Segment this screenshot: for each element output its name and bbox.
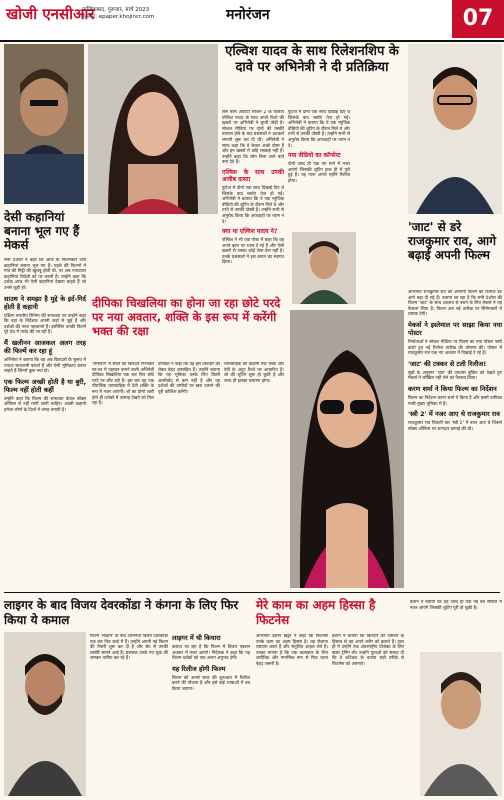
bottom-left-body-2: बताया जा रहा है कि फिल्म में विजय एक्शन अवतार में नजर आएंगे। निर्देशक ने कहा कि यह फिल्म दर्शकों को एक अलग अनुभव देगी। bbox=[172, 645, 250, 662]
newspaper-brand: खोजी एनसीआर bbox=[6, 5, 95, 23]
lead-body-2: फुटेज में दोनों एक साथ दिखाई दिए थे जिसके बाद चर्चाएं तेज हो गईं। अभिनेत्री ने बताया कि वे एक म्यूजिक वीडियो की शूटिंग के दौरान मिले थे और तभी से उनकी दोस्ती है। उन्होंने सभी से अनुरोध किया कि अफवाहों पर ध्यान न दें। bbox=[222, 185, 284, 225]
portrait-woman-icon bbox=[290, 310, 404, 588]
ishaan-khatter-photo bbox=[420, 652, 502, 796]
lead-body-2b: फुटेज में दोनों एक साथ दिखाई दिए थे जिसके बाद चर्चाएं तेज हो गईं। अभिनेत्री ने बताया कि वे एक म्यूजिक वीडियो की शूटिंग के दौरान मिले थे और तभी से उनकी दोस्ती है। उन्होंने सभी से अनुरोध किया कि अफवाहों पर ध्यान न दें। bbox=[288, 110, 350, 149]
bottom-left-body-3: फिल्म को अगले साल की शुरुआत में रिलीज करने की योजना है और इसे कई भाषाओं में डब किया जाएगा। bbox=[172, 675, 250, 692]
lead-body-1: बिग बॉस ओटीटी सीजन 2 के विजेता एल्विश यादव के साथ अपने रिश्ते की खबरों पर अभिनेत्री ने चुप्पी तोड़ी है। सोशल मीडिया पर दोनों की तस्वीरें वायरल होने के बाद प्रशंसकों ने अटकलें लगानी शुरू कर दी थीं। अभिनेत्री ने साफ कहा कि वे केवल अच्छे दोस्त हैं और इन खबरों में कोई सच्चाई नहीं है। उन्होंने कहा कि लोग बिना जाने बातें बना देते हैं। bbox=[222, 110, 284, 166]
bottom-right-col1 bbox=[256, 634, 328, 794]
dateline-date: गाजियाबाद, गुरूवार, मार्च 2023 bbox=[82, 7, 150, 13]
lead-subhead-1: एल्विश के साथ उनकी अजीब दास्ता bbox=[222, 168, 284, 183]
portrait-man-icon bbox=[292, 232, 356, 304]
left-story-body-1: सनी देओल ने कहा कि आज के फिल्मकार देसी कहानियां बनाना भूल गए हैं। पहले की फिल्मों में गांव की मिट्टी की खुशबू होती थी, पर अब ज्यादातर कहानियां विदेशी ढर्रे पर बनती हैं। उन्होंने कहा कि दर्शक आज भी ऐसी कहानियां देखना चाहते हैं जो उनसे जुड़ी हों। bbox=[4, 258, 86, 291]
right-story-headline: 'जाट' से डरे राजकुमार राव, आगे बढ़ाई अपनी फिल्म bbox=[408, 220, 496, 262]
rajkummar-rao-photo bbox=[408, 44, 502, 214]
bottom-left-subhead-1: लाइगर में थी कियारा bbox=[172, 634, 221, 642]
left-story-body-4: उन्होंने कहा कि फिल्म की सफलता केवल बॉक्स ऑफिस से नहीं मापी जानी चाहिए। अच्छी कहानी हमेशा लोगों के दिलों में जगह बनाती है। bbox=[4, 396, 86, 413]
lead-headline: एल्विश यादव के साथ रिलेशनशिप के दावे पर अभिनेत्री ने दी प्रतिक्रिया bbox=[225, 44, 399, 75]
lead-body-col1 bbox=[222, 110, 284, 280]
portrait-man-icon bbox=[4, 44, 84, 204]
right-story-subhead-1: मेकर्स ने इस्तेमाल पर साझा किया नया पोस्टर bbox=[408, 320, 502, 337]
left-story-body-3: अभिनेता ने बताया कि वह अब किरदारों के चुनाव में ज्यादा सावधानी बरतते हैं और ऐसी भूमिकाएं करना चाहते हैं जिनमें कुछ नया हो। bbox=[4, 357, 86, 375]
actress-photo bbox=[88, 44, 218, 214]
bottom-right-body-2: ईशान ने बताया कि किरदार की जरूरत के हिसाब से वह अपने शरीर को ढालते हैं। हाल ही में उन्होंने एक अंतरराष्ट्रीय प्रोजेक्ट के लिए खास ट्रेनिंग ली। bbox=[332, 634, 404, 656]
dateline bbox=[82, 7, 192, 21]
middle-story-col2 bbox=[158, 362, 220, 584]
section-title: मनोरंजन bbox=[226, 7, 270, 23]
bottom-right-body-1: अभिनेता ईशान खट्टर ने कहा कि फिटनेस उनके काम का अहम हिस्सा है। वह रोजाना व्यायाम करते हैं और संतुलित आहार लेते हैं। उनका मानना है कि एक कलाकार के लिए शारीरिक और मानसिक रूप से फिट रहना बेहद जरूरी है। bbox=[256, 634, 328, 667]
bottom-left-body-1: फिल्म 'लाइगर' के बाद अभिनेता विजय देवरकोंडा एक बार फिर चर्चा में हैं। उन्होंने अपनी नई फिल्म की तैयारी शुरू कर दी है और सेट से उनकी तस्वीरें सामने आई हैं। प्रशंसक उनके नए लुक की जमकर तारीफ कर रहे हैं। bbox=[90, 634, 168, 662]
bottom-right-body-3: उन्होंने युवाओं को सलाह दी कि वे शॉर्टकट के बजाय सही तरीके से फिटनेस को अपनाएं। bbox=[332, 650, 404, 667]
bottom-right-headline: मेरे काम का अहम हिस्सा है फिटनेस bbox=[256, 598, 376, 627]
deepika-chikhalia-photo bbox=[290, 310, 404, 588]
left-story-body bbox=[4, 258, 86, 590]
portrait-man-icon bbox=[420, 652, 502, 796]
lead-subhead-2: क्या था एल्विश यादव ने? bbox=[222, 228, 278, 236]
right-story-body-4: फिल्म का निर्देशन करण शर्मा ने किया है और इसमें वामिका गब्बी मुख्य भूमिका में हैं। bbox=[408, 395, 502, 407]
left-story-subhead-3: एक फिल्म अच्छी होती है या बुरी, फिल्म नहीं होती कहीं bbox=[4, 377, 86, 394]
left-story-body-2: दक्षिण भारतीय सिनेमा की सफलता पर उन्होंने कहा कि वहां के निर्देशक अपनी जड़ों से जुड़े हैं और दर्शकों की नब्ज पहचानते हैं। इसीलिए उनकी फिल्में पूरे देश में पसंद की जा रही हैं। bbox=[4, 313, 86, 336]
right-story-body bbox=[408, 290, 502, 590]
middle-story-col3 bbox=[224, 362, 284, 584]
right-story-body-5: राजकुमार राव पिछली बार 'स्त्री 2' में नजर आए थे जिसने बॉक्स ऑफिस पर शानदार कमाई की थी। bbox=[408, 421, 502, 432]
right-story-body-1: अभिनेता राजकुमार राव की आगामी फिल्म की रिलीज डेट आगे बढ़ा दी गई है। बताया जा रहा है कि सनी देओल की फिल्म 'जाट' के साथ टकराव से बचने के लिए मेकर्स ने यह फैसला लिया है। फिल्म अब नई तारीख पर सिनेमाघरों में दस्तक देगी। bbox=[408, 290, 502, 318]
middle-story-headline: दीपिका चिखलिया का होना जा रहा छोटे परदे पर नया अवतार, शक्ति के इस रूप में करेंगी भक्त की रक्षा bbox=[92, 296, 281, 338]
bottom-right-sidebar: ईशान ने बताया कि वह जल्द ही एक नई वेब सीरीज में नजर आएंगे जिसकी शूटिंग पूरी हो चुकी है। bbox=[410, 600, 502, 611]
section-divider bbox=[4, 592, 500, 593]
right-story-body-3: सूत्रों के अनुसार 'जाट' की एडवांस बुकिंग को देखते हुए मेकर्स ने जोखिम नहीं लेने का फैसला किया। bbox=[408, 370, 502, 382]
portrait-man-icon bbox=[408, 44, 502, 214]
vijay-deverakonda-photo bbox=[4, 632, 86, 796]
portrait-woman-icon bbox=[88, 44, 218, 214]
lead-body-3: एल्विश ने भी एक पोस्ट में कहा कि वह अपने काम पर ध्यान दे रहे हैं और ऐसी खबरों से उनका कोई लेना-देना नहीं है। उनके प्रशंसकों ने इस बयान का स्वागत किया। bbox=[222, 238, 284, 266]
dateline-epaper: ई-पेपर: epaper.khojincr.com bbox=[82, 14, 155, 20]
left-story-subhead-1: साउथ ने समझा है मुद्दे के इर्द-गिर्द होती है कहानी bbox=[4, 294, 86, 311]
right-story-subhead-3: करण शर्मा ने किया फिल्म का निर्देशन bbox=[408, 384, 497, 393]
middle-story-body-3: धारावाहिक की कहानी एक भक्त और देवी के अटूट रिश्ते पर आधारित है। शो की शूटिंग शुरू हो चुकी है और जल्द ही इसका प्रसारण होगा। bbox=[224, 362, 284, 384]
middle-story-body-1: 'रामायण' में सीता का किरदार निभाकर घर-घर में पहचान बनाने वाली अभिनेत्री दीपिका चिखलिया एक बार फिर छोटे परदे पर लौट रही हैं। इस बार वह एक पौराणिक धारावाहिक में देवी शक्ति के रूप में नजर आएंगी। शो का प्रोमो जारी होते ही दर्शकों में उत्साह देखने को मिल रहा है। bbox=[92, 362, 154, 407]
bottom-right-col2 bbox=[332, 634, 404, 794]
page-number: 07 bbox=[452, 0, 504, 38]
middle-story-body-2: दीपिका ने कहा कि वह इस किरदार को लेकर बेहद उत्साहित हैं। उन्होंने बताया कि यह भूमिका उनके लिए किसी आशीर्वाद से कम नहीं है और वह दर्शकों की उम्मीदों पर खरा उतरने की पूरी कोशिश करेंगी। bbox=[158, 362, 220, 395]
lead-subhead-3: नया वीडियो का कॉन्सेप्ट bbox=[288, 152, 341, 160]
bottom-left-col2 bbox=[172, 634, 250, 794]
lead-body-col2 bbox=[288, 110, 350, 210]
lead-body-4: दोनों जल्द ही एक नए गाने में नजर आएंगे जिसकी शूटिंग हाल ही में पूरी हुई है। यह गाना अगले महीने रिलीज होगा। bbox=[288, 162, 350, 184]
sunny-deol-photo bbox=[4, 44, 84, 204]
left-story-subhead-2: मैं खलीनन आजकल अलग तरह की फिल्में कर रहा हूं bbox=[4, 338, 86, 355]
bottom-left-subhead-2: यह रिलीज होगी फिल्म bbox=[172, 664, 226, 673]
right-story-subhead-2: 'जाट' की टक्कर से टली रिलीज! bbox=[408, 359, 487, 368]
portrait-man-icon bbox=[4, 632, 86, 796]
middle-story-col1 bbox=[92, 362, 154, 584]
bottom-left-headline: लाइगर के बाद विजय देवरकोंडा ने कंगना के लिए फिर किया ये कमाल bbox=[4, 598, 239, 627]
elvish-yadav-photo bbox=[292, 232, 356, 304]
right-story-body-2: निर्माताओं ने सोशल मीडिया पर फिल्म का नया पोस्टर जारी करते हुए नई रिलीज तारीख की घोषणा की। पोस्टर में राजकुमार राव एक नए अवतार में दिखाई दे रहे हैं। bbox=[408, 339, 502, 357]
right-story-subhead-4: 'स्त्री 2' में नजर आए थे राजकुमार राव bbox=[408, 410, 500, 419]
left-story-headline: देसी कहानियां बनाना भूल गए हैं मेकर्स bbox=[4, 210, 80, 252]
bottom-left-col1 bbox=[90, 634, 168, 794]
